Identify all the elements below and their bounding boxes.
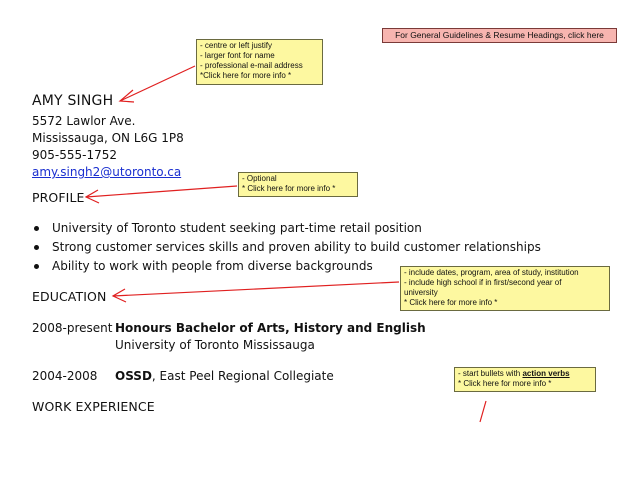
bullet-icon (34, 245, 39, 250)
arrow-to-profile (86, 186, 237, 197)
education-institution: University of Toronto Mississauga (115, 338, 315, 352)
contact-block (32, 113, 184, 181)
bullet-text: University of Toronto student seeking part-time retail position (52, 221, 422, 235)
bullet-text: Strong customer services skills and proven ability to build customer relationships (52, 240, 541, 254)
work-experience-heading: WORK EXPERIENCE (32, 399, 155, 414)
note-line: * Click here for more info * (404, 298, 498, 307)
note-line: - larger font for name (200, 51, 275, 60)
education-heading: EDUCATION (32, 289, 107, 304)
education-dates: 2004-2008 (32, 369, 98, 383)
education-degree: OSSD (115, 369, 152, 383)
phone-number: 905-555-1752 (32, 148, 118, 162)
note-line: - include high school if in first/second year of (404, 278, 562, 287)
education-entry-2 (32, 368, 334, 385)
list-item (30, 219, 541, 238)
note-text: - start bullets with (458, 369, 523, 378)
resume-name: AMY SINGH (32, 93, 114, 109)
note-line: - include dates, program, area of study, institution (404, 268, 579, 277)
education-degree: Honours Bachelor of Arts, History and English (115, 321, 426, 335)
address-line-2: Mississauga, ON L6G 1P8 (32, 131, 184, 145)
education-dates: 2008-present (32, 321, 113, 335)
note-line: * Click here for more info * (242, 184, 336, 193)
note-line: *Click here for more info * (200, 71, 292, 80)
note-line: - centre or left justify (200, 41, 273, 50)
arrow-to-education (113, 282, 399, 296)
profile-heading: PROFILE (32, 190, 85, 205)
general-guidelines-button[interactable]: For General Guidelines & Resume Headings, click here (382, 28, 617, 43)
bullet-text: Ability to work with people from diverse backgrounds (52, 259, 373, 273)
arrow-stub (480, 401, 486, 422)
note-line: - professional e-mail address (200, 61, 303, 70)
action-verbs-link[interactable]: action verbs (522, 369, 570, 378)
arrow-to-name (120, 66, 195, 101)
education-entry-1 (32, 320, 426, 354)
education-institution: , East Peel Regional Collegiate (151, 369, 334, 383)
address-line-1: 5572 Lawlor Ave. (32, 114, 136, 128)
bullet-icon (34, 226, 39, 231)
note-line: - Optional (242, 174, 277, 183)
email-link[interactable]: amy.singh2@utoronto.ca (32, 165, 182, 179)
list-item (30, 238, 541, 257)
profile-bullet-list (30, 219, 541, 276)
list-item (30, 257, 541, 276)
bullet-icon (34, 264, 39, 269)
note-line: university (404, 288, 438, 297)
note-line: * Click here for more info * (458, 379, 552, 388)
